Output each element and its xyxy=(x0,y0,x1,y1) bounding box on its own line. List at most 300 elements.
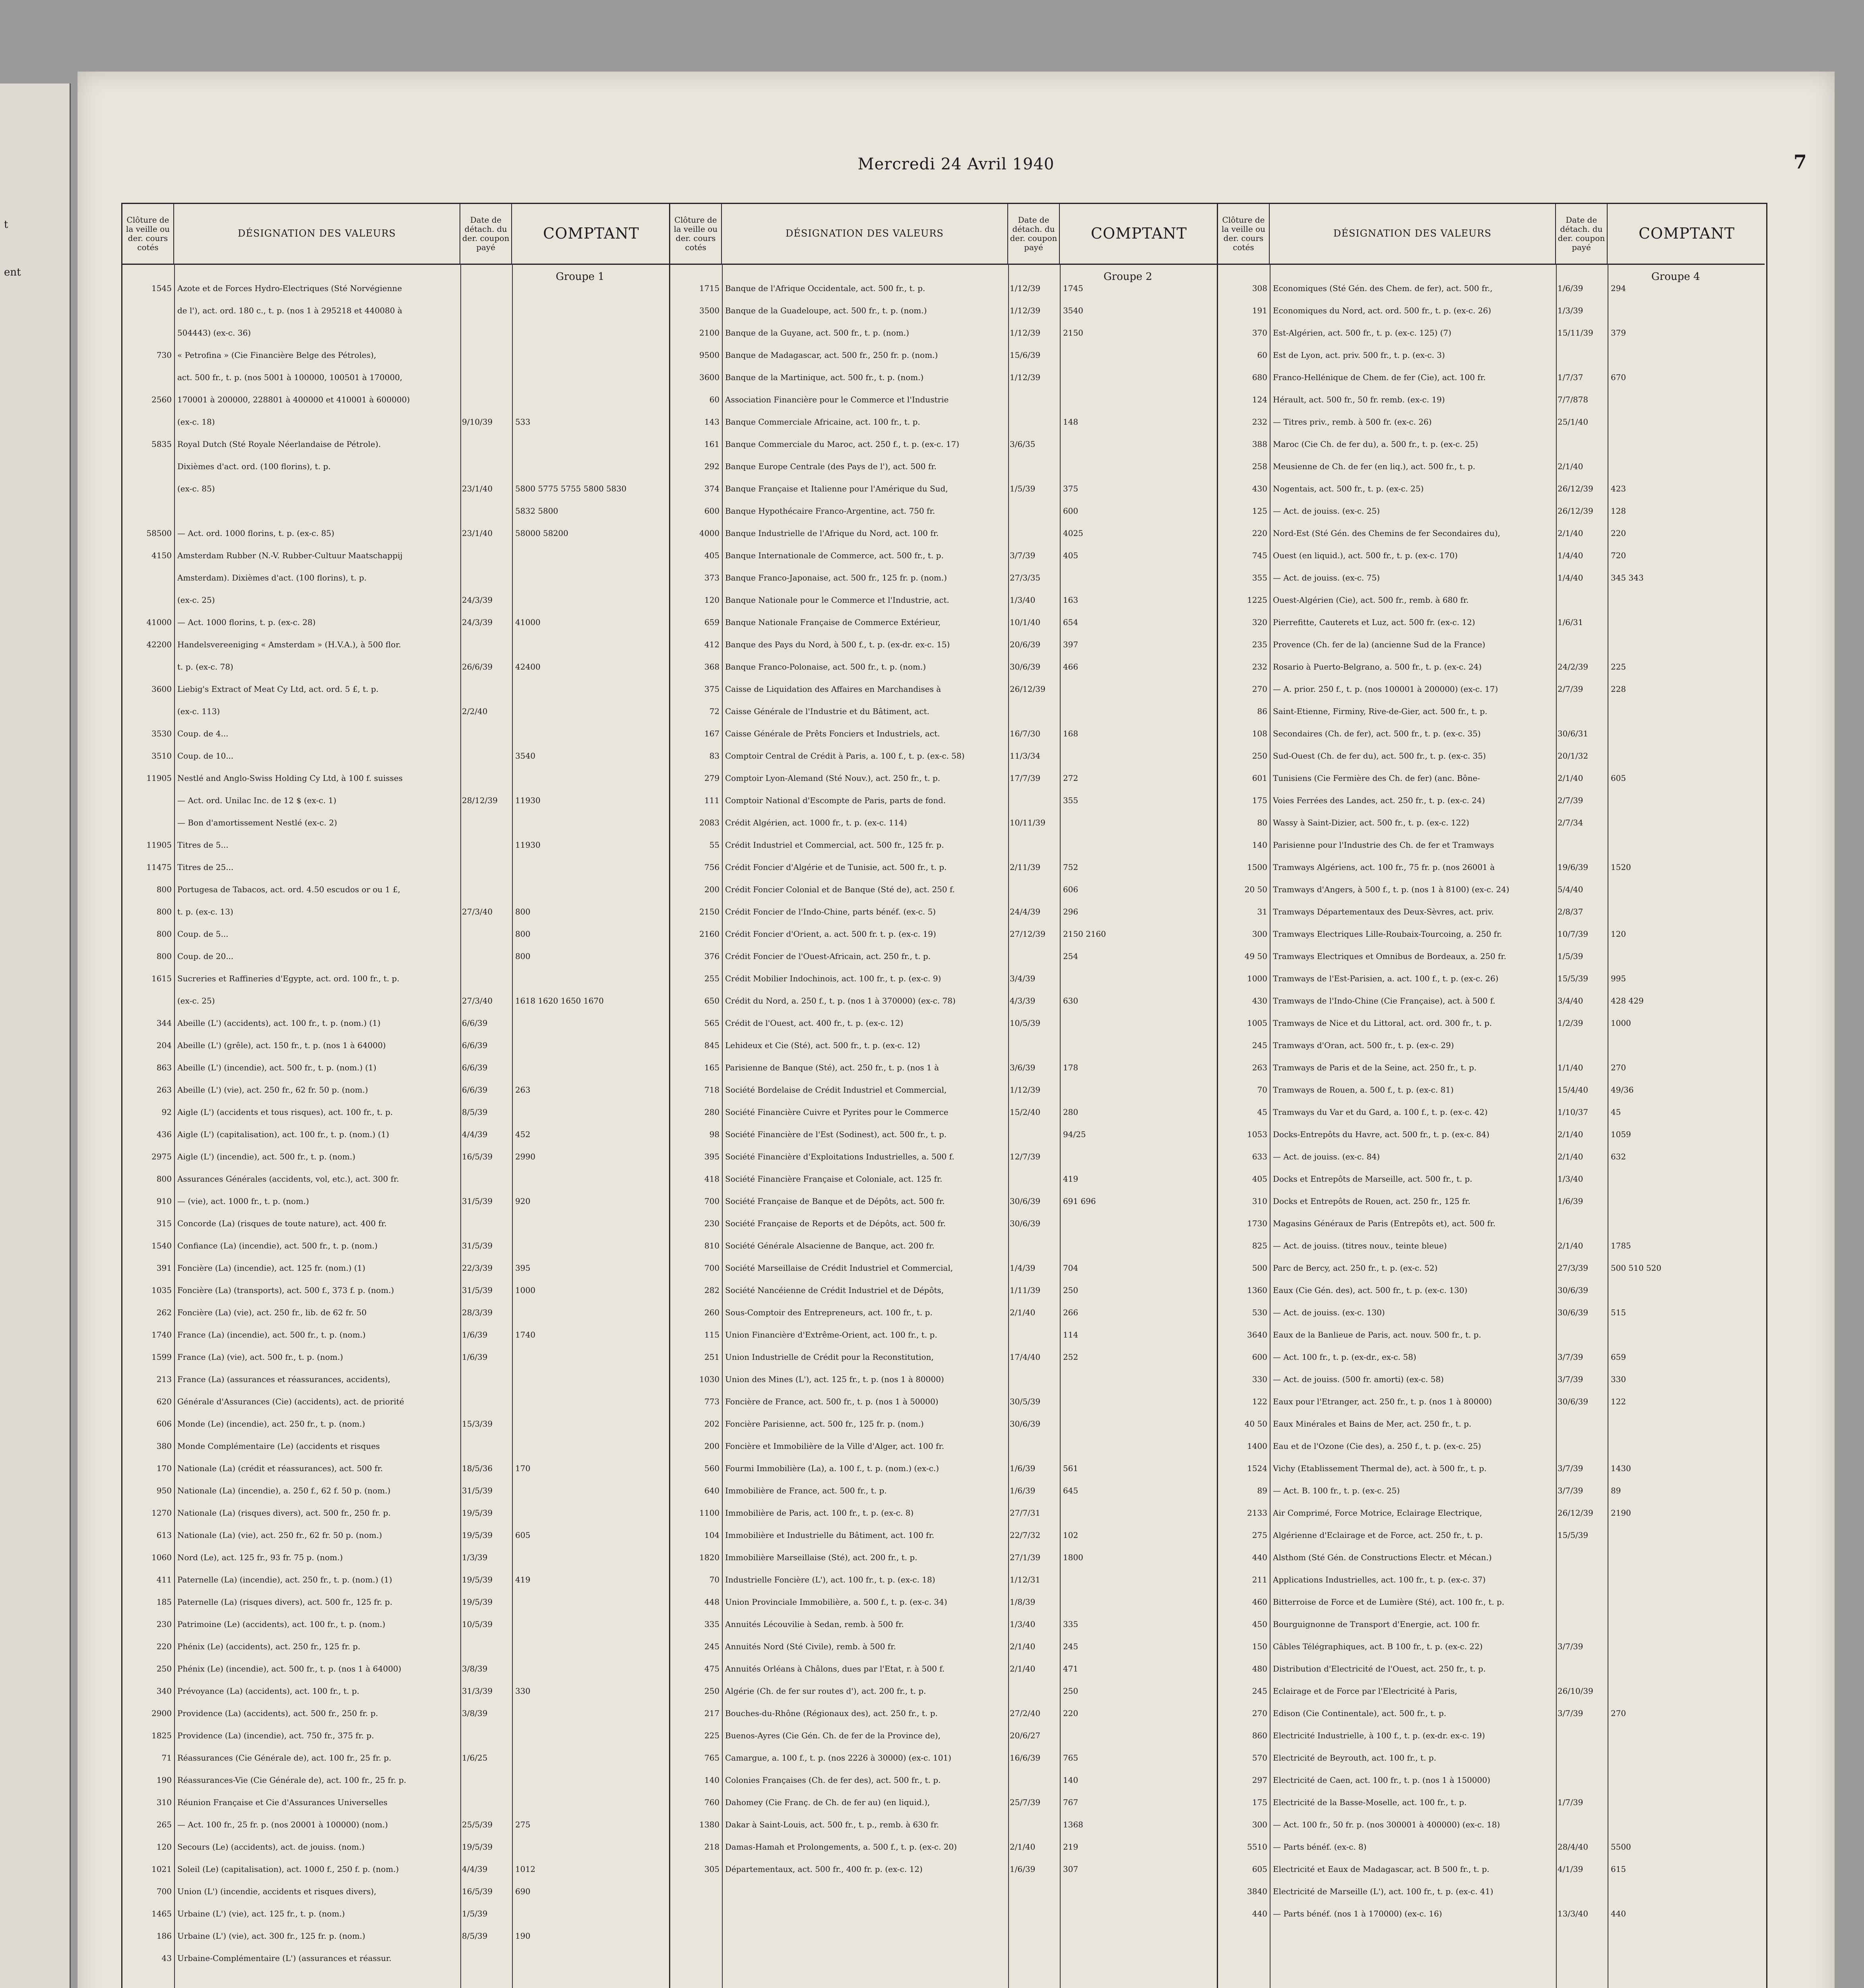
security-name: Crédit Algérien, act. 1000 fr., t. p. (ex-c. 114) xyxy=(725,818,907,827)
security-name: Handelsvereeniging « Amsterdam » (H.V.A.), à 500 flor. xyxy=(177,640,401,649)
close-price: 1380 xyxy=(699,1820,720,1829)
security-name: Phénix (Le) (incendie), act. 500 fr., t. p. (nos 1 à 64000) xyxy=(177,1664,402,1673)
security-name: Distribution d'Electricité de l'Ouest, act. 250 fr., t. p. xyxy=(1273,1664,1486,1673)
security-name: Colonies Françaises (Ch. de fer des), act. 500 fr., t. p. xyxy=(725,1775,941,1785)
cash-quotes: 632 xyxy=(1611,1152,1626,1161)
cash-quotes: 379 xyxy=(1611,328,1626,338)
cash-quotes: 2990 xyxy=(515,1152,535,1161)
close-price: 200 xyxy=(704,885,720,894)
security-name: Voies Ferrées des Landes, act. 250 fr., t. p. (ex-c. 24) xyxy=(1273,796,1485,805)
security-name: Banque Hypothécaire Franco-Argentine, act. 750 fr. xyxy=(725,506,935,516)
close-price: 1060 xyxy=(151,1553,172,1562)
security-name: Sous-Comptoir des Entrepreneurs, act. 100 fr., t. p. xyxy=(725,1308,933,1317)
cash-quotes: 49/36 xyxy=(1611,1085,1634,1095)
close-price: 211 xyxy=(1252,1575,1267,1584)
close-price: 300 xyxy=(1252,1820,1267,1829)
close-price: 330 xyxy=(1252,1375,1267,1384)
coupon-date: 24/3/39 xyxy=(462,617,493,627)
close-price: 270 xyxy=(1252,1708,1267,1718)
coupon-date: 1/6/39 xyxy=(462,1330,488,1340)
coupon-date: 1/3/40 xyxy=(1558,1174,1583,1184)
coupon-date: 6/6/39 xyxy=(462,1085,488,1095)
cash-quotes: 122 xyxy=(1611,1397,1626,1406)
coupon-date: 30/6/39 xyxy=(1010,662,1041,672)
coupon-date: 13/3/40 xyxy=(1558,1909,1589,1918)
cash-quotes: 1368 xyxy=(1063,1820,1083,1829)
close-price: 530 xyxy=(1252,1308,1267,1317)
column-rule xyxy=(1060,264,1061,1988)
security-name: Comptoir Central de Crédit à Paris, a. 100 f., t. p. (ex-c. 58) xyxy=(725,751,965,761)
cash-quotes: 163 xyxy=(1063,595,1078,605)
security-name: Crédit de l'Ouest, act. 400 fr., t. p. (ex-c. 12) xyxy=(725,1018,904,1028)
coupon-date: 16/5/39 xyxy=(462,1152,493,1161)
close-price: 297 xyxy=(1252,1775,1267,1785)
coupon-date: 17/4/40 xyxy=(1010,1352,1041,1362)
coupon-date: 1/5/39 xyxy=(1010,484,1036,493)
coupon-date: 27/2/40 xyxy=(1010,1708,1041,1718)
security-name: Algérienne d'Eclairage et de Force, act. 250 fr., t. p. xyxy=(1273,1530,1483,1540)
coupon-date: 19/6/39 xyxy=(1558,862,1589,872)
security-name: Départementaux, act. 500 fr., 400 fr. p. (ex-c. 12) xyxy=(725,1864,923,1874)
cash-quotes: 1745 xyxy=(1063,283,1083,293)
coupon-date: 2/11/39 xyxy=(1010,862,1041,872)
cash-quotes: 2190 xyxy=(1611,1508,1631,1518)
security-name: Saint-Etienne, Firminy, Rive-de-Gier, act. 500 fr., t. p. xyxy=(1273,707,1488,716)
security-name: Comptoir National d'Escompte de Paris, parts de fond. xyxy=(725,796,946,805)
coupon-date: 2/1/40 xyxy=(1010,1842,1036,1852)
cash-quotes: 600 xyxy=(1063,506,1078,516)
coupon-date: 27/3/35 xyxy=(1010,573,1041,582)
close-price: 718 xyxy=(704,1085,720,1095)
cash-quotes: 920 xyxy=(515,1196,531,1206)
close-price: 2150 xyxy=(699,907,720,916)
coupon-date: 3/7/39 xyxy=(1558,1375,1583,1384)
security-name: Annuités Orléans à Châlons, dues par l'Etat, r. à 500 f. xyxy=(725,1664,945,1673)
security-name: (ex-c. 25) xyxy=(177,996,215,1006)
close-price: 375 xyxy=(704,684,720,694)
cash-quotes: 355 xyxy=(1063,796,1078,805)
close-price: 3640 xyxy=(1247,1330,1267,1340)
close-price: 1360 xyxy=(1247,1285,1267,1295)
security-name: — Act. B. 100 fr., t. p. (ex-c. 25) xyxy=(1273,1486,1400,1495)
close-price: 315 xyxy=(156,1219,172,1228)
security-name: Association Financière pour le Commerce et l'Industrie xyxy=(725,395,949,404)
security-name: — Parts bénéf. (nos 1 à 170000) (ex-c. 16) xyxy=(1273,1909,1442,1918)
close-price: 11475 xyxy=(146,862,172,872)
cash-quotes: 605 xyxy=(515,1530,531,1540)
security-name: Monde Complémentaire (Le) (accidents et risques xyxy=(177,1441,380,1451)
coupon-date: 27/3/39 xyxy=(1558,1263,1589,1273)
close-price: 250 xyxy=(704,1686,720,1696)
coupon-date: 1/6/39 xyxy=(462,1352,488,1362)
security-name: Parisienne pour l'Industrie des Ch. de fer et Tramways xyxy=(1273,840,1494,850)
column-rule xyxy=(460,264,461,1988)
security-name: Azote et de Forces Hydro-Electriques (Sté Norvégienne xyxy=(177,283,402,293)
close-price: 845 xyxy=(704,1041,720,1050)
security-name: Tramways de Paris et de la Seine, act. 250 fr., t. p. xyxy=(1273,1063,1477,1072)
security-name: Tramways Electriques et Omnibus de Bordeaux, a. 250 fr. xyxy=(1273,951,1507,961)
security-name: Union des Mines (L'), act. 125 fr., t. p. (nos 1 à 80000) xyxy=(725,1375,944,1384)
coupon-date: 3/7/39 xyxy=(1558,1708,1583,1718)
close-price: 270 xyxy=(1252,684,1267,694)
security-name: Caisse Générale de l'Industrie et du Bâtiment, act. xyxy=(725,707,930,716)
close-price: 251 xyxy=(704,1352,720,1362)
security-name: Royal Dutch (Sté Royale Néerlandaise de Pétrole). xyxy=(177,439,381,449)
coupon-date: 30/6/39 xyxy=(1010,1196,1041,1206)
cash-quotes: 168 xyxy=(1063,729,1078,738)
security-name: Immobilière Marseillaise (Sté), act. 200 fr., t. p. xyxy=(725,1553,917,1562)
close-price: 1740 xyxy=(151,1330,172,1340)
header-close: Clôture de la veille ou der. cours cotés xyxy=(1218,204,1270,264)
column-rule xyxy=(1008,264,1009,1988)
coupon-date: 7/7/878 xyxy=(1558,395,1589,404)
security-name: Société Financière Cuivre et Pyrites pour le Commerce xyxy=(725,1107,948,1117)
security-name: Parisienne de Banque (Sté), act. 250 fr., t. p. (nos 1 à xyxy=(725,1063,939,1072)
close-price: 320 xyxy=(1252,617,1267,627)
close-price: 570 xyxy=(1252,1753,1267,1763)
security-name: Crédit du Nord, a. 250 f., t. p. (nos 1 à 370000) (ex-c. 78) xyxy=(725,996,956,1006)
coupon-date: 1/3/40 xyxy=(1010,1619,1036,1629)
security-name: Tramways de l'Indo-Chine (Cie Française), act. à 500 f. xyxy=(1273,996,1495,1006)
cash-quotes: 3540 xyxy=(1063,306,1083,315)
security-name: Crédit Foncier d'Algérie et de Tunisie, act. 500 fr., t. p. xyxy=(725,862,947,872)
cash-quotes: 170 xyxy=(515,1464,531,1473)
close-price: 300 xyxy=(1252,929,1267,939)
coupon-date: 27/1/39 xyxy=(1010,1553,1041,1562)
quotation-column xyxy=(122,204,670,1988)
coupon-date: 27/12/39 xyxy=(1010,929,1045,939)
coupon-date: 3/7/39 xyxy=(1558,1464,1583,1473)
cash-quotes: 296 xyxy=(1063,907,1078,916)
close-price: 89 xyxy=(1257,1486,1267,1495)
security-name: Bourguignonne de Transport d'Energie, act. 100 fr. xyxy=(1273,1619,1480,1629)
coupon-date: 6/6/39 xyxy=(462,1063,488,1072)
cash-quotes: 45 xyxy=(1611,1107,1621,1117)
coupon-date: 2/7/34 xyxy=(1558,818,1583,827)
cash-quotes: 606 xyxy=(1063,885,1078,894)
coupon-date: 26/12/39 xyxy=(1558,1508,1593,1518)
cash-quotes: 270 xyxy=(1611,1708,1626,1718)
coupon-date: 1/3/39 xyxy=(462,1553,488,1562)
close-price: 230 xyxy=(704,1219,720,1228)
security-name: Réunion Française et Cie d'Assurances Universelles xyxy=(177,1798,388,1807)
close-price: 601 xyxy=(1252,773,1267,783)
close-price: 204 xyxy=(156,1041,172,1050)
security-name: Banque Française et Italienne pour l'Amérique du Sud, xyxy=(725,484,948,493)
quotation-column xyxy=(1218,204,1765,1988)
coupon-date: 25/5/39 xyxy=(462,1820,493,1829)
security-name: Urbaine (L') (vie), act. 125 fr., t. p. (nom.) xyxy=(177,1909,345,1918)
security-name: Est de Lyon, act. priv. 500 fr., t. p. (ex-c. 3) xyxy=(1273,350,1445,360)
security-name: Secours (Le) (accidents), act. de jouiss. (nom.) xyxy=(177,1842,365,1852)
close-price: 460 xyxy=(1252,1597,1267,1607)
security-name: Banque Industrielle de l'Afrique du Nord, act. 100 fr. xyxy=(725,528,939,538)
security-name: — Act. 100 fr., 25 fr. p. (nos 20001 à 100000) (nom.) xyxy=(177,1820,388,1829)
close-price: 2083 xyxy=(699,818,720,827)
close-price: 2560 xyxy=(151,395,172,404)
close-price: 2900 xyxy=(151,1708,172,1718)
security-name: Sud-Ouest (Ch. de fer du), act. 500 fr., t. p. (ex-c. 35) xyxy=(1273,751,1486,761)
cash-quotes: 94/25 xyxy=(1063,1130,1086,1139)
close-price: 186 xyxy=(156,1931,172,1941)
security-name: Nord (Le), act. 125 fr., 93 fr. 75 p. (nom.) xyxy=(177,1553,343,1562)
close-price: 70 xyxy=(1257,1085,1267,1095)
coupon-date: 10/7/39 xyxy=(1558,929,1589,939)
security-name: Aigle (L') (incendie), act. 500 fr., t. p. (nom.) xyxy=(177,1152,355,1161)
close-price: 650 xyxy=(704,996,720,1006)
close-price: 910 xyxy=(156,1196,172,1206)
security-name: Société Française de Banque et de Dépôts, act. 500 fr. xyxy=(725,1196,945,1206)
column-rule xyxy=(722,264,723,1988)
coupon-date: 30/6/31 xyxy=(1558,729,1589,738)
close-price: 60 xyxy=(1257,350,1267,360)
column-rule xyxy=(174,264,175,1988)
security-name: Rosario à Puerto-Belgrano, a. 500 fr., t. p. (ex-c. 24) xyxy=(1273,662,1482,672)
close-price: 258 xyxy=(1252,462,1267,471)
coupon-date: 3/6/39 xyxy=(1010,1063,1036,1072)
coupon-date: 24/2/39 xyxy=(1558,662,1589,672)
security-name: Lehideux et Cie (Sté), act. 500 fr., t. p. (ex-c. 12) xyxy=(725,1041,920,1050)
coupon-date: 30/6/39 xyxy=(1558,1397,1589,1406)
close-price: 165 xyxy=(704,1063,720,1072)
security-name: Nationale (La) (vie), act. 250 fr., 62 fr. 50 p. (nom.) xyxy=(177,1530,382,1540)
coupon-date: 31/5/39 xyxy=(462,1285,493,1295)
coupon-date: 19/5/39 xyxy=(462,1575,493,1584)
coupon-date: 1/6/39 xyxy=(1010,1486,1036,1495)
cash-quotes: 3540 xyxy=(515,751,535,761)
security-name: Foncière de France, act. 500 fr., t. p. (nos 1 à 50000) xyxy=(725,1397,939,1406)
close-price: 1021 xyxy=(151,1864,172,1874)
security-name: Banque Commerciale Africaine, act. 100 fr., t. p. xyxy=(725,417,920,427)
security-name: France (La) (incendie), act. 500 fr., t. p. (nom.) xyxy=(177,1330,366,1340)
cash-quotes: 307 xyxy=(1063,1864,1078,1874)
close-price: 1035 xyxy=(151,1285,172,1295)
coupon-date: 31/5/39 xyxy=(462,1241,493,1250)
close-price: 373 xyxy=(704,573,720,582)
security-name: Maroc (Cie Ch. de fer du), a. 500 fr., t. p. (ex-c. 25) xyxy=(1273,439,1478,449)
security-name: Banque de la Martinique, act. 500 fr., t. p. (nom.) xyxy=(725,373,924,382)
close-price: 140 xyxy=(1252,840,1267,850)
close-price: 220 xyxy=(1252,528,1267,538)
coupon-date: 27/7/31 xyxy=(1010,1508,1041,1518)
coupon-date: 2/8/37 xyxy=(1558,907,1583,916)
cash-quotes: 1740 xyxy=(515,1330,535,1340)
cash-quotes: 659 xyxy=(1611,1352,1626,1362)
group-label: Groupe 2 xyxy=(1104,271,1152,283)
close-price: 800 xyxy=(156,929,172,939)
security-name: Industrielle Foncière (L'), act. 100 fr., t. p. (ex-c. 18) xyxy=(725,1575,935,1584)
security-name: — Parts bénéf. (ex-c. 8) xyxy=(1273,1842,1367,1852)
security-name: Tunisiens (Cie Fermière des Ch. de fer) (anc. Bône- xyxy=(1273,773,1480,783)
cash-quotes: 1800 xyxy=(1063,1553,1083,1562)
close-price: 412 xyxy=(704,640,720,649)
close-price: 245 xyxy=(704,1642,720,1651)
header-designation: DÉSIGNATION DES VALEURS xyxy=(722,204,1008,264)
header-comptant: COMPTANT xyxy=(1090,225,1187,243)
cash-quotes: 452 xyxy=(515,1130,531,1139)
security-name: de l'), act. ord. 180 c., t. p. (nos 1 à 295218 et 440080 à xyxy=(177,306,402,315)
close-price: 3600 xyxy=(699,373,720,382)
cash-quotes: 228 xyxy=(1611,684,1626,694)
cash-quotes: 178 xyxy=(1063,1063,1078,1072)
security-name: Immobilière et Industrielle du Bâtiment, act. 100 fr. xyxy=(725,1530,935,1540)
close-price: 282 xyxy=(704,1285,720,1295)
header-coupon-date: Date de détach. du der. coupon payé xyxy=(1556,204,1608,264)
security-name: Société Nancéienne de Crédit Industriel et de Dépôts, xyxy=(725,1285,944,1295)
cash-quotes: 720 xyxy=(1611,551,1626,560)
security-name: t. p. (ex-c. 13) xyxy=(177,907,233,916)
header-designation: DÉSIGNATION DES VALEURS xyxy=(1270,204,1556,264)
coupon-date: 31/5/39 xyxy=(462,1196,493,1206)
close-price: 83 xyxy=(709,751,720,761)
coupon-date: 16/6/39 xyxy=(1010,1753,1041,1763)
close-price: 49 50 xyxy=(1244,951,1267,961)
coupon-date: 3/8/39 xyxy=(462,1708,488,1718)
cash-quotes: 752 xyxy=(1063,862,1078,872)
cash-quotes: 1012 xyxy=(515,1864,535,1874)
close-price: 745 xyxy=(1252,551,1267,560)
security-name: Est-Algérien, act. 500 fr., t. p. (ex-c. 125) (7) xyxy=(1273,328,1451,338)
security-name: Docks et Entrepôts de Rouen, act. 250 fr., 125 fr. xyxy=(1273,1196,1470,1206)
coupon-date: 15/6/39 xyxy=(1010,350,1041,360)
security-name: Sucreries et Raffineries d'Egypte, act. ord. 100 fr., t. p. xyxy=(177,974,400,983)
header-comptant: COMPTANT xyxy=(543,225,639,243)
close-price: 3840 xyxy=(1247,1887,1267,1896)
close-price: 217 xyxy=(704,1708,720,1718)
close-price: 475 xyxy=(704,1664,720,1673)
close-price: 92 xyxy=(161,1107,172,1117)
cash-quotes: 704 xyxy=(1063,1263,1078,1273)
security-name: France (La) (assurances et réassurances, accidents), xyxy=(177,1375,391,1384)
header-coupon-date: Date de détach. du der. coupon payé xyxy=(1008,204,1060,264)
security-name: Soleil (Le) (capitalisation), act. 1000 f., 250 f. p. (nom.) xyxy=(177,1864,399,1874)
close-price: 760 xyxy=(704,1798,720,1807)
close-price: 40 50 xyxy=(1244,1419,1267,1429)
close-price: 58500 xyxy=(146,528,172,538)
security-name: Coup. de 4... xyxy=(177,729,229,738)
close-price: 700 xyxy=(704,1263,720,1273)
security-name: Banque Europe Centrale (des Pays de l'), act. 500 fr. xyxy=(725,462,937,471)
security-name: Camargue, a. 100 f., t. p. (nos 2226 à 30000) (ex-c. 101) xyxy=(725,1753,951,1763)
security-name: Prévoyance (La) (accidents), act. 100 fr., t. p. xyxy=(177,1686,359,1696)
security-name: Banque Franco-Japonaise, act. 500 fr., 125 fr. p. (nom.) xyxy=(725,573,947,582)
coupon-date: 26/10/39 xyxy=(1558,1686,1593,1696)
close-price: 108 xyxy=(1252,729,1267,738)
close-price: 115 xyxy=(704,1330,720,1340)
cash-quotes: 335 xyxy=(1063,1619,1078,1629)
cash-quotes: 128 xyxy=(1611,506,1626,516)
close-price: 111 xyxy=(704,796,720,805)
coupon-date: 28/3/39 xyxy=(462,1308,493,1317)
close-price: 125 xyxy=(1252,506,1267,516)
security-name: Union Provinciale Immobilière, a. 500 f., t. p. (ex-c. 34) xyxy=(725,1597,947,1607)
coupon-date: 2/2/40 xyxy=(462,707,488,716)
header-designation: DÉSIGNATION DES VALEURS xyxy=(174,204,460,264)
column-header xyxy=(122,204,669,265)
coupon-date: 3/8/39 xyxy=(462,1664,488,1673)
cash-quotes: 654 xyxy=(1063,617,1078,627)
header-comptant: COMPTANT xyxy=(1638,225,1735,243)
security-name: Crédit Foncier de l'Ouest-Africain, act. 250 fr., t. p. xyxy=(725,951,931,961)
close-price: 5510 xyxy=(1247,1842,1267,1852)
coupon-date: 5/4/40 xyxy=(1558,885,1583,894)
coupon-date: 8/5/39 xyxy=(462,1107,488,1117)
coupon-date: 26/6/39 xyxy=(462,662,493,672)
column-header xyxy=(1218,204,1765,265)
security-name: Banque Internationale de Commerce, act. 500 fr., t. p. xyxy=(725,551,944,560)
close-price: 800 xyxy=(156,885,172,894)
coupon-date: 1/5/39 xyxy=(462,1909,488,1918)
security-name: Société Générale Alsacienne de Banque, act. 200 fr. xyxy=(725,1241,935,1250)
cash-quotes: 41000 xyxy=(515,617,541,627)
close-price: 310 xyxy=(156,1798,172,1807)
header-close: Clôture de la veille ou der. cours cotés xyxy=(670,204,722,264)
close-price: 1030 xyxy=(699,1375,720,1384)
cash-quotes: 245 xyxy=(1063,1642,1078,1651)
coupon-date: 24/4/39 xyxy=(1010,907,1041,916)
coupon-date: 1/6/31 xyxy=(1558,617,1583,627)
security-name: Câbles Télégraphiques, act. B 100 fr., t. p. (ex-c. 22) xyxy=(1273,1642,1483,1651)
cash-quotes: 995 xyxy=(1611,974,1626,983)
coupon-date: 15/3/39 xyxy=(462,1419,493,1429)
security-name: Titres de 25... xyxy=(177,862,234,872)
quotation-column xyxy=(670,204,1218,1988)
close-price: 72 xyxy=(709,707,720,716)
coupon-date: 2/1/40 xyxy=(1010,1642,1036,1651)
close-price: 380 xyxy=(156,1441,172,1451)
security-name: Assurances Générales (accidents, vol, etc.), act. 300 fr. xyxy=(177,1174,399,1184)
cash-quotes: 630 xyxy=(1063,996,1078,1006)
cash-quotes: 140 xyxy=(1063,1775,1078,1785)
cash-quotes: 11930 xyxy=(515,840,541,850)
close-price: 1615 xyxy=(151,974,172,983)
cash-quotes: 605 xyxy=(1611,773,1626,783)
coupon-date: 2/1/40 xyxy=(1558,528,1583,538)
close-price: 279 xyxy=(704,773,720,783)
security-name: Caisse de Liquidation des Affaires en Marchandises à xyxy=(725,684,941,694)
coupon-date: 1/3/40 xyxy=(1010,595,1036,605)
cash-quotes: 515 xyxy=(1611,1308,1626,1317)
close-price: 86 xyxy=(1257,707,1267,716)
security-name: — Act. 1000 florins, t. p. (ex-c. 28) xyxy=(177,617,316,627)
close-price: 3500 xyxy=(699,306,720,315)
coupon-date: 1/10/37 xyxy=(1558,1107,1589,1117)
close-price: 405 xyxy=(704,551,720,560)
close-price: 1465 xyxy=(151,1909,172,1918)
coupon-date: 16/5/39 xyxy=(462,1887,493,1896)
coupon-date: 2/1/40 xyxy=(1558,462,1583,471)
close-price: 1100 xyxy=(699,1508,720,1518)
coupon-date: 1/12/39 xyxy=(1010,328,1041,338)
security-name: Foncière Parisienne, act. 500 fr., 125 fr. p. (nom.) xyxy=(725,1419,924,1429)
security-name: Coup. de 20... xyxy=(177,951,234,961)
coupon-date: 24/3/39 xyxy=(462,595,493,605)
cash-quotes: 670 xyxy=(1611,373,1626,382)
close-price: 4000 xyxy=(699,528,720,538)
coupon-date: 19/5/39 xyxy=(462,1597,493,1607)
security-name: Nationale (La) (risques divers), act. 500 fr., 250 fr. p. xyxy=(177,1508,391,1518)
close-price: 265 xyxy=(156,1820,172,1829)
close-price: 1225 xyxy=(1247,595,1267,605)
security-name: Union Industrielle de Crédit pour la Reconstitution, xyxy=(725,1352,934,1362)
close-price: 71 xyxy=(161,1753,172,1763)
close-price: 450 xyxy=(1252,1619,1267,1629)
security-name: Damas-Hamah et Prolongements, a. 500 f., t. p. (ex-c. 20) xyxy=(725,1842,957,1852)
coupon-date: 25/7/39 xyxy=(1010,1798,1041,1807)
cash-quotes: 266 xyxy=(1063,1308,1078,1317)
cash-quotes: 428 429 xyxy=(1611,996,1644,1006)
security-name: Edison (Cie Continentale), act. 500 fr., t. p. xyxy=(1273,1708,1447,1718)
